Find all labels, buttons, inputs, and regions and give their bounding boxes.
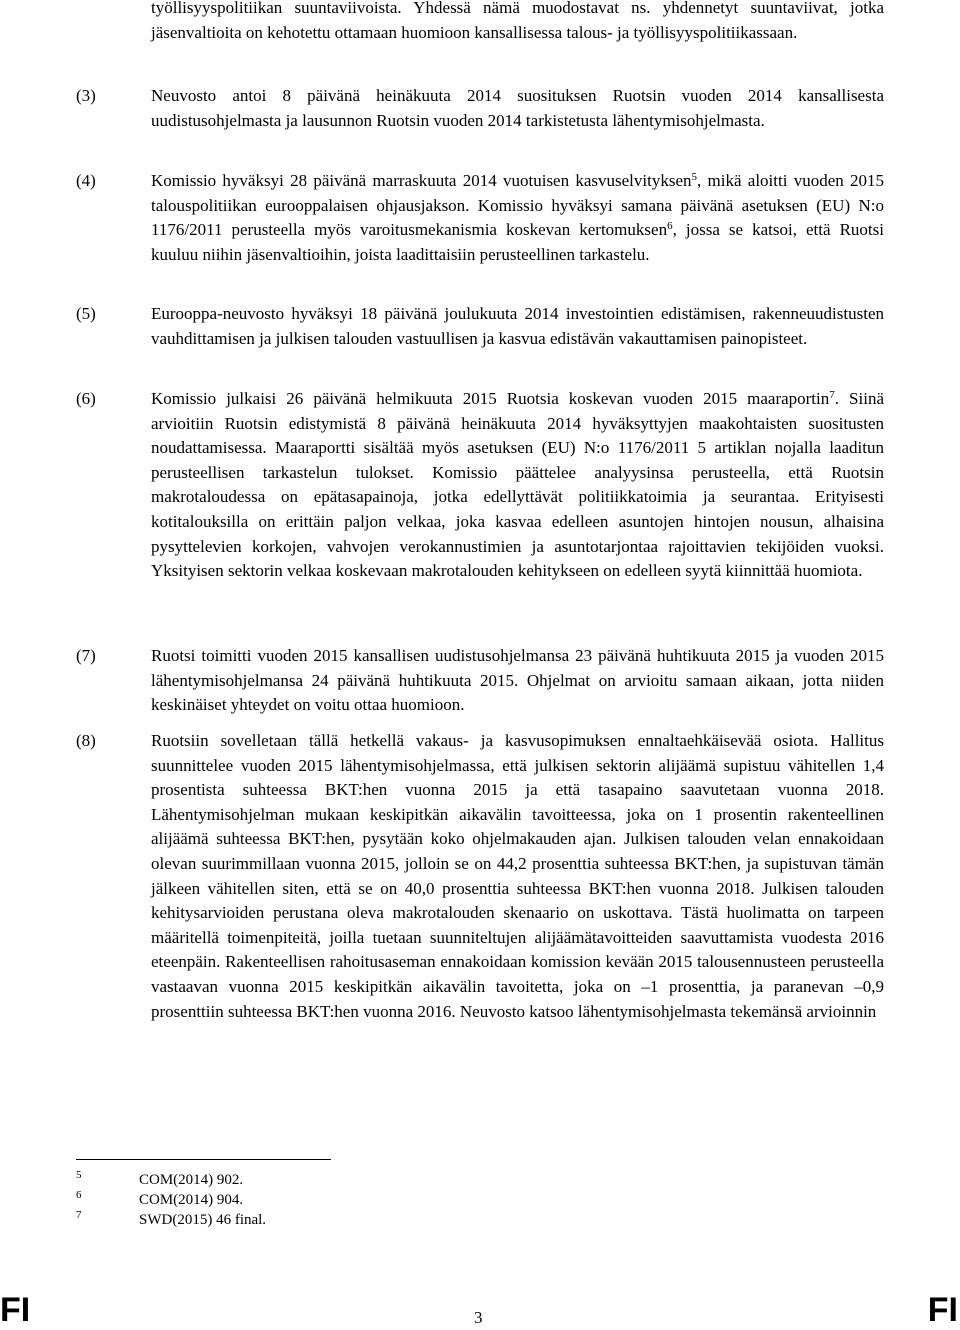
footnote-separator (76, 1159, 331, 1160)
paragraph-number: (7) (76, 646, 96, 665)
page-number: 3 (474, 1308, 483, 1327)
footnote-text: COM(2014) 902. (139, 1172, 244, 1188)
paragraph-3 (76, 84, 884, 133)
paragraph-number: (5) (76, 304, 96, 323)
paragraph-number: (3) (76, 86, 96, 105)
text-segment: . Siinä arvioitiin Ruotsin edistymistä 8 päivänä heinäkuuta 2014 hyväksyttyjen maakohtaisten suositusten noudattamisessa. Maaraportti sisältää myös asetuksen (EU) N:o 1176/2011 5 artiklan nojalla laaditun perusteellisen tarkastelun tulokset. Komissio päättelee analyysinsa perusteella, että Ruotsin makrotaloudessa on epätasapainoja, jotka edellyttävät politiikkatoimia ja seurantaa. Erityisesti kotitalouksilla on erittäin paljon velkaa, joka kasvaa edelleen asuntojen hintojen nousun, alhaisina pysyttelevien korkojen, vahvojen verokannustimien ja asuntotarjontaa rajoittavien tekijöiden vuoksi. Yksityisen sektorin velkaa koskevaan makrotalouden kehitykseen on edelleen syytä kiinnittää huomiota. (151, 389, 884, 581)
footnote-number: 6 (76, 1189, 82, 1201)
footnote-text: SWD(2015) 46 final. (139, 1212, 267, 1228)
footer-language-right: FI (927, 1291, 958, 1329)
paragraph-5 (76, 302, 884, 351)
paragraph-6 (76, 387, 884, 584)
paragraph-number: (8) (76, 731, 96, 750)
footnote-ref[interactable]: 5 (691, 171, 698, 183)
footnote-number: 5 (76, 1169, 82, 1181)
footnote-text: COM(2014) 904. (139, 1192, 244, 1208)
text-segment: Komissio hyväksyi 28 päivänä marraskuuta 2014 vuotuisen kasvuselvityksen (151, 171, 692, 190)
paragraph-number: (4) (76, 171, 96, 190)
text-segment: , mikä aloitti vuoden 2015 talouspolitiikan eurooppalaisen ohjausjakson. Komissio hyväksyi samana päivänä asetuksen (EU) N:o 1176/2011 perusteella myös varoitusmekanismia koskevan kertomuksen (151, 171, 884, 240)
paragraph-number: (6) (76, 389, 96, 408)
paragraph-text: Ruotsiin sovelletaan tällä hetkellä vakaus- ja kasvusopimuksen ennaltaehkäisevää osiota. Hallitus suunnittelee vuoden 2015 lähentymisohjelmassa, että julkisen sektorin alijäämä supistuu vähitellen 1,4 prosentista suhteessa BKT:hen vuonna 2015 ja että tasapaino saavutetaan vuonna 2018. Lähentymisohjelman mukaan keskipitkän aikavälin tavoitteessa, joka on 1 prosentin rakenteellinen alijäämä suhteessa BKT:hen, pysytään koko ohjelmakauden ajan. Julkisen talouden velan ennakoidaan olevan suurimmillaan vuonna 2015, jolloin se on 44,2 prosenttia suhteessa BKT:hen, ja supistuvan tämän jälkeen vähitellen siten, että se on 40,0 prosenttia suhteessa BKT:hen vuonna 2018. Julkisen talouden kehitysarvioiden perustana oleva makrotalouden skenaario on uskottava. Tästä huolimatta on tarpeen määritellä toimenpiteitä, joilla tuetaan suunniteltujen alijäämätavoitteiden saavuttamista vuodesta 2016 eteenpäin. Rakenteellisen rahoitusaseman ennakoidaan komission kevään 2015 talousennusteen perusteella vastaavan vuonna 2015 keskipitkän aikavälin tavoitetta, joka on –1 prosenttia, ja paranevan –0,9 prosenttiin suhteessa BKT:hen vuonna 2016. Neuvosto katsoo lähentymisohjelmasta tekemänsä arvioinnin (151, 731, 884, 1021)
paragraph-4 (76, 169, 884, 267)
paragraph-text (151, 387, 884, 584)
intro-paragraph: työllisyyspolitiikan suuntaviivoista. Yhdessä nämä muodostavat ns. yhdennetyt suuntaviivat, jotka jäsenvaltioita on kehotettu ottamaan huomioon kansallisessa talous- ja työllisyyspolitiikassaan. (151, 0, 884, 42)
footer-language-left: FI (0, 1291, 31, 1329)
paragraph-8 (76, 729, 884, 1024)
paragraph-text: Neuvosto antoi 8 päivänä heinäkuuta 2014 suosituksen Ruotsin vuoden 2014 kansallisesta uudistusohjelmasta ja lausunnon Ruotsin vuoden 2014 tarkistetusta lähentymisohjelmasta. (151, 86, 884, 130)
text-segment: Komissio julkaisi 26 päivänä helmikuuta 2015 Ruotsia koskevan vuoden 2015 maaraportin (151, 389, 830, 408)
paragraph-text: Ruotsi toimitti vuoden 2015 kansallisen uudistusohjelmansa 23 päivänä huhtikuuta 2015 ja vuoden 2015 lähentymisohjelmansa 24 päivänä huhtikuuta 2015. Ohjelmat on arvioitu samaan aikaan, jotta niiden keskinäiset yhteydet on voitu ottaa huomioon. (151, 646, 884, 715)
footnote-number: 7 (76, 1209, 82, 1221)
footnote-ref[interactable]: 7 (829, 389, 835, 401)
paragraph-7 (76, 644, 884, 718)
paragraph-text: Eurooppa-neuvosto hyväksyi 18 päivänä joulukuuta 2014 investointien edistämisen, rakenneuudistusten vauhdittamisen ja julkisen talouden vastuullisen ja kasvua edistävän vakauttamisen painopisteet. (151, 304, 884, 348)
paragraph-text (151, 169, 884, 267)
footnote-ref[interactable]: 6 (667, 220, 673, 233)
text-segment: , jossa se katsoi, että Ruotsi kuuluu niihin jäsenvaltioihin, joista laadittaisiin perusteellinen tarkastelu. (151, 220, 884, 264)
